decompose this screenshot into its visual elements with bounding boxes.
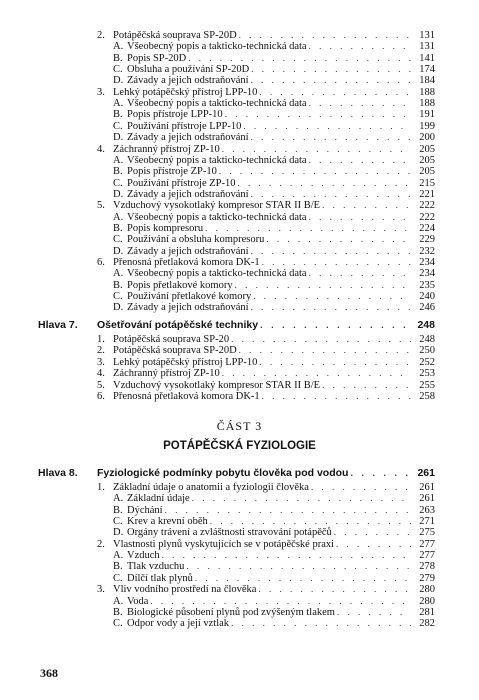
entry-number: 3. xyxy=(97,356,105,368)
page-ref: 188 xyxy=(419,86,435,98)
page-ref: 248 xyxy=(419,334,435,345)
toc-entry xyxy=(38,319,435,331)
leader-dots xyxy=(262,390,411,402)
entry-title: Používání přetlakové komory xyxy=(127,291,252,303)
page-ref: 248 xyxy=(417,319,435,331)
leader-dots xyxy=(259,86,411,98)
leader-dots xyxy=(150,595,411,607)
entry-title: Popis přetlakové komory xyxy=(127,279,233,291)
entry-number: D. xyxy=(113,245,124,257)
entry-title: Krev a krevní oběh xyxy=(127,516,208,528)
page-ref: 184 xyxy=(419,75,435,87)
page-ref: 221 xyxy=(419,188,435,200)
entry-number: 4. xyxy=(97,143,105,155)
chapter-label: Hlava 8. xyxy=(38,467,78,479)
entry-title: Závady a jejich odstraňování xyxy=(127,188,249,200)
toc-entry xyxy=(97,379,435,391)
entry-title: Fyziologické podmínky pobytu člověka pod vodou xyxy=(97,467,349,479)
toc-entry xyxy=(97,333,435,345)
leader-dots xyxy=(266,233,411,245)
entry-number: A. xyxy=(113,98,124,110)
leader-dots xyxy=(309,267,411,279)
entry-number: 3. xyxy=(97,584,105,596)
leader-dots xyxy=(334,526,411,538)
entry-number: C. xyxy=(113,64,123,76)
leader-dots xyxy=(251,63,411,75)
page-ref: 235 xyxy=(419,279,435,291)
entry-number: C. xyxy=(113,120,123,132)
page-ref: 222 xyxy=(419,211,435,223)
entry-number: C. xyxy=(113,234,123,246)
toc-entry xyxy=(113,188,435,200)
entry-title: Všeobecný popis a takticko-technická data xyxy=(127,41,307,53)
entry-title: Vzduch xyxy=(127,550,160,562)
entry-title: Vzduchový vysokotlaký kompresor STAR II B/E xyxy=(113,200,321,212)
leader-dots xyxy=(192,492,411,504)
entry-title: Dílčí tlak plynů xyxy=(127,572,193,584)
entry-title: Ošetřování potápěčské techniky xyxy=(97,319,259,331)
leader-dots xyxy=(188,52,411,64)
page-ref: 246 xyxy=(419,302,435,314)
leader-dots xyxy=(251,245,411,257)
entry-number: D. xyxy=(113,302,124,314)
page-ref: 258 xyxy=(419,391,435,402)
page-ref: 215 xyxy=(419,177,435,189)
leader-dots xyxy=(350,467,411,479)
toc-entry xyxy=(113,40,435,52)
entry-number: A. xyxy=(113,268,124,280)
entry-number: C. xyxy=(113,572,123,584)
leader-dots xyxy=(239,29,411,41)
entry-title: Všeobecný popis a takticko-technická data xyxy=(127,268,307,280)
page-ref: 224 xyxy=(419,222,435,234)
toc-entry xyxy=(113,279,435,291)
page-ref: 205 xyxy=(419,154,435,166)
page-ref: 261 xyxy=(419,493,435,505)
toc-entry xyxy=(113,63,435,75)
toc-entry xyxy=(113,526,435,538)
toc-entry xyxy=(113,165,435,177)
toc-entry xyxy=(113,560,435,572)
leader-dots xyxy=(336,538,411,550)
leader-dots xyxy=(322,379,411,391)
leader-dots xyxy=(235,279,411,291)
entry-title: Orgány trávení a zvláštnosti stravování potápěčů xyxy=(127,527,332,539)
leader-dots xyxy=(219,165,411,177)
page-ref: 282 xyxy=(419,618,435,630)
entry-title: Biologické působení plynů pod zvýšeným tlakem xyxy=(127,606,335,618)
leader-dots xyxy=(222,367,411,379)
entry-number: 2. xyxy=(97,538,105,550)
entry-number: 5. xyxy=(97,200,105,212)
leader-dots xyxy=(243,120,411,132)
entry-number: D. xyxy=(113,75,124,87)
toc-entry xyxy=(97,143,435,155)
entry-title: Popis přístroje LPP-10 xyxy=(127,109,223,121)
entry-title: Vliv vodního prostředí na člověka xyxy=(113,584,257,596)
toc-entry xyxy=(113,177,435,189)
entry-number: C. xyxy=(113,177,123,189)
entry-title: Všeobecný popis a takticko-technická data xyxy=(127,154,307,166)
entry-number: A. xyxy=(113,154,124,166)
leader-dots xyxy=(186,560,411,572)
toc-entry xyxy=(113,617,435,629)
toc-entry xyxy=(113,222,435,234)
toc-entry xyxy=(113,131,435,143)
leader-dots xyxy=(231,617,411,629)
leader-dots xyxy=(309,154,411,166)
entry-number: B. xyxy=(113,109,123,121)
entry-number: A. xyxy=(113,211,124,223)
entry-title: Základní údaje xyxy=(127,493,190,505)
toc-entry xyxy=(113,492,435,504)
part-title: POTÁPĚČSKÁ FYZIOLOGIE xyxy=(163,440,316,452)
toc-entry xyxy=(113,549,435,561)
page-ref: 250 xyxy=(419,345,435,357)
toc-entry xyxy=(97,356,435,368)
toc-entry xyxy=(113,97,435,109)
entry-title: Dýchání xyxy=(127,504,163,516)
entry-title: Základní údaje o anatomii a fyziologii člověka xyxy=(113,482,309,493)
entry-number: 1. xyxy=(97,482,105,493)
toc-entry xyxy=(38,467,435,479)
leader-dots xyxy=(259,356,411,368)
toc-entry xyxy=(113,108,435,120)
page-ref: 280 xyxy=(419,584,435,596)
leader-dots xyxy=(262,256,411,268)
page-ref: 253 xyxy=(419,368,435,380)
part-label: ČÁST 3 xyxy=(216,419,263,433)
leader-dots xyxy=(258,583,411,595)
page-ref: 234 xyxy=(419,268,435,280)
toc-entry xyxy=(113,515,435,527)
toc-entry xyxy=(97,199,435,211)
entry-number: A. xyxy=(113,595,124,607)
entry-title: Používání přístroje LPP-10 xyxy=(127,120,242,132)
toc-entry xyxy=(97,29,435,41)
page-ref: 261 xyxy=(419,482,435,493)
entry-number: 2. xyxy=(97,30,105,41)
entry-number: D. xyxy=(113,132,124,144)
leader-dots xyxy=(311,481,411,493)
page-ref: 205 xyxy=(419,166,435,178)
leader-dots xyxy=(231,333,411,345)
entry-number: C. xyxy=(113,516,123,528)
toc-entry xyxy=(113,572,435,584)
leader-dots xyxy=(195,572,411,584)
leader-dots xyxy=(251,74,411,86)
entry-title: Závady a jejich odstraňování xyxy=(127,302,249,314)
entry-title: Popis kompresoru xyxy=(127,222,204,234)
leader-dots xyxy=(253,290,411,302)
toc-entry xyxy=(113,233,435,245)
page-ref: 277 xyxy=(419,538,435,550)
entry-title: Lehký potápěčský přístroj LPP-10 xyxy=(113,356,258,368)
toc-entry xyxy=(113,74,435,86)
toc-entry xyxy=(113,504,435,516)
leader-dots xyxy=(251,301,411,313)
leader-dots xyxy=(238,177,412,189)
entry-title: Popis SP-20D xyxy=(127,52,187,64)
entry-title: Tlak vzduchu xyxy=(127,561,185,573)
leader-dots xyxy=(210,515,411,527)
page-ref: 271 xyxy=(419,516,435,528)
toc-entry xyxy=(97,390,435,402)
entry-title: Všeobecný popis a takticko-technická data xyxy=(127,98,307,110)
page-ref: 277 xyxy=(419,550,435,562)
toc-entry xyxy=(97,367,435,379)
leader-dots xyxy=(251,131,411,143)
entry-title: Potápěčská souprava SP-20D xyxy=(113,30,237,41)
entry-number: A. xyxy=(113,493,124,505)
page-ref: 191 xyxy=(419,109,435,121)
entry-title: Vzduchový vysokotlaký kompresor STAR II B/E xyxy=(113,379,321,391)
page-number: 368 xyxy=(40,666,58,680)
toc-entry xyxy=(113,606,435,618)
toc-entry xyxy=(113,267,435,279)
page-ref: 280 xyxy=(419,595,435,607)
entry-number: A. xyxy=(113,41,124,53)
entry-title: Závady a jejich odstraňování xyxy=(127,75,249,87)
page-ref: 281 xyxy=(419,606,435,618)
page-ref: 261 xyxy=(417,467,435,479)
entry-number: B. xyxy=(113,166,123,178)
page-ref: 234 xyxy=(419,257,435,268)
entry-number: 4. xyxy=(97,368,105,380)
entry-number: B. xyxy=(113,52,123,64)
leader-dots xyxy=(165,504,411,516)
entry-title: Záchranný přístroj ZP-10 xyxy=(113,143,220,155)
page-ref: 278 xyxy=(419,561,435,573)
toc-entry xyxy=(97,86,435,98)
toc-entry xyxy=(113,595,435,607)
entry-title: Obsluha a používání SP-20D xyxy=(127,64,250,76)
page-ref: 232 xyxy=(419,245,435,257)
leader-dots xyxy=(309,97,411,109)
toc-entry xyxy=(97,538,435,550)
page-ref: 188 xyxy=(419,98,435,110)
page-ref: 275 xyxy=(419,527,435,539)
page-ref: 199 xyxy=(419,120,435,132)
leader-dots xyxy=(222,143,411,155)
entry-title: Záchranný přístroj ZP-10 xyxy=(113,368,220,380)
entry-number: B. xyxy=(113,606,123,618)
page-ref: 240 xyxy=(419,291,435,303)
toc-entry xyxy=(113,290,435,302)
toc-entry xyxy=(113,120,435,132)
entry-number: 6. xyxy=(97,391,105,402)
entry-title: Voda xyxy=(127,595,149,607)
page-ref: 205 xyxy=(419,143,435,155)
entry-title: Všeobecný popis a takticko-technická data xyxy=(127,211,307,223)
toc-entry xyxy=(113,245,435,257)
leader-dots xyxy=(239,344,411,356)
page-ref: 174 xyxy=(419,64,435,76)
toc-entry xyxy=(97,481,435,493)
entry-number: D. xyxy=(113,188,124,200)
entry-number: B. xyxy=(113,561,123,573)
page-ref: 252 xyxy=(419,356,435,368)
entry-number: D. xyxy=(113,527,124,539)
entry-title: Závady a jejich odstraňování xyxy=(127,132,249,144)
leader-dots xyxy=(225,108,411,120)
entry-number: B. xyxy=(113,279,123,291)
entry-title: Popis přístroje ZP-10 xyxy=(127,166,217,178)
toc-entry xyxy=(97,344,435,356)
entry-number: 5. xyxy=(97,379,105,391)
leader-dots xyxy=(322,199,411,211)
toc-entry xyxy=(113,211,435,223)
page-ref: 255 xyxy=(419,379,435,391)
entry-number: B. xyxy=(113,222,123,234)
entry-title: Závady a jejich odstraňování xyxy=(127,245,249,257)
leader-dots xyxy=(260,319,411,331)
entry-number: C. xyxy=(113,618,123,630)
entry-title: Potápěčská souprava SP-20D xyxy=(113,345,237,357)
entry-title: Vlastnosti plynů vyskytujících se v potápěčské praxi xyxy=(113,538,335,550)
entry-title: Potápěčská souprava SP-20 xyxy=(113,334,230,345)
leader-dots xyxy=(251,188,411,200)
page-ref: 131 xyxy=(419,30,435,41)
entry-number: C. xyxy=(113,291,123,303)
leader-dots xyxy=(205,222,411,234)
toc-entry xyxy=(97,256,435,268)
entry-number: A. xyxy=(113,550,124,562)
toc-entry xyxy=(97,583,435,595)
page-ref: 222 xyxy=(419,200,435,212)
toc-entry xyxy=(113,154,435,166)
entry-title: Přenosná přetlaková komora DK-1 xyxy=(113,391,260,402)
page-ref: 229 xyxy=(419,234,435,246)
chapter-label: Hlava 7. xyxy=(38,319,78,331)
toc-entry xyxy=(113,301,435,313)
entry-title: Používání a obsluha kompresoru xyxy=(127,234,265,246)
entry-number: 2. xyxy=(97,345,105,357)
entry-number: 6. xyxy=(97,257,105,268)
entry-title: Používání přístroje ZP-10 xyxy=(127,177,236,189)
entry-number: 3. xyxy=(97,86,105,98)
entry-number: B. xyxy=(113,504,123,516)
page-ref: 200 xyxy=(419,132,435,144)
leader-dots xyxy=(309,211,411,223)
leader-dots xyxy=(309,40,411,52)
leader-dots xyxy=(162,549,411,561)
entry-title: Přenosná přetlaková komora DK-1 xyxy=(113,257,260,268)
entry-number: 1. xyxy=(97,334,105,345)
leader-dots xyxy=(337,606,411,618)
page-ref: 141 xyxy=(419,52,435,64)
page-ref: 131 xyxy=(419,41,435,53)
toc-entry xyxy=(113,52,435,64)
entry-title: Lehký potápěčský přístroj LPP-10 xyxy=(113,86,258,98)
page-ref: 263 xyxy=(419,504,435,516)
page-ref: 279 xyxy=(419,572,435,584)
entry-title: Odpor vody a její vztlak xyxy=(127,618,230,630)
